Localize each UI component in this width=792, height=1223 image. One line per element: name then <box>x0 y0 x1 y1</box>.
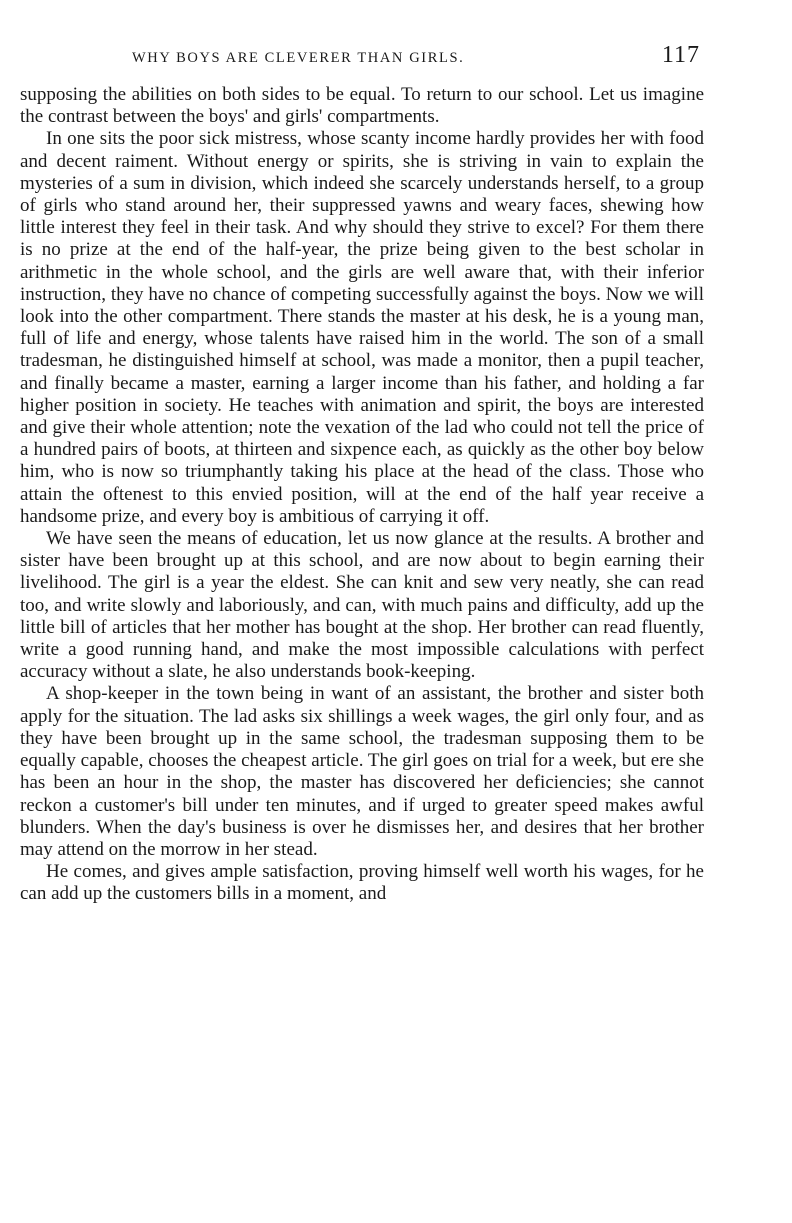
page-number: 117 <box>661 42 700 68</box>
body-text <box>20 84 704 906</box>
book-page <box>20 40 704 906</box>
paragraph-brother: He comes, and gives ample satisfaction, proving himself well worth his wages, for he can add up the customers bills in a moment, and <box>20 861 704 905</box>
paragraph-results: We have seen the means of education, let us now glance at the results. A brother and sister have been brought up at this school, and are now about to begin earning their livelihood. The girl is a year the eldest. She can knit and sew very neatly, she can read too, and write slowly and laboriously, and can, with much pains and difficulty, add up the little bill of articles that her mother has bought at the shop. Her brother can read fluently, write a good running hand, and make the most impossible calculations with perfect accuracy without a slate, he also understands book-keeping. <box>20 528 704 683</box>
paragraph-mistress: In one sits the poor sick mistress, whose scanty income hardly provides her with food and decent raiment. Without energy or spirits, she is striving in vain to explain the mysteries of a sum in division, which indeed she scarcely understands herself, to a group of girls who stand around her, their suppressed yawns and weary faces, shewing how little interest they feel in their task. And why should they strive to excel? For them there is no prize at the end of the half-year, the prize being given to the best scholar in arithmetic in the whole school, and the girls are well aware that, with their inferior instruction, they have no chance of competing successfully against the boys. Now we will look into the other compartment. There stands the master at his desk, he is a young man, full of life and energy, whose talents have raised him in the world. The son of a small tradesman, he distinguished himself at school, was made a monitor, then a pupil teacher, and finally became a master, earning a larger income than his father, and holding a far higher position in society. He teaches with animation and spirit, the boys are interested and give their whole attention; note the vexation of the lad who could not tell the price of a hundred pairs of boots, at thirteen and sixpence each, as quickly as the other boy below him, who is now so triumphantly taking his place at the head of the class. Those who attain the oftenest to this envied position, will at the end of the half year receive a handsome prize, and every boy is ambitious of carrying it off. <box>20 128 704 527</box>
paragraph-continued: supposing the abilities on both sides to be equal. To return to our school. Let us imagine the contrast between the boys' and girls' compartments. <box>20 84 704 128</box>
running-head: WHY BOYS ARE CLEVERER THAN GIRLS. <box>132 50 465 66</box>
page-header <box>20 40 704 84</box>
paragraph-shopkeeper: A shop-keeper in the town being in want of an assistant, the brother and sister both apply for the situation. The lad asks six shillings a week wages, the girl only four, and as they have been brought up in the same school, the tradesman supposing them to be equally capable, chooses the cheapest article. The girl goes on trial for a week, but ere she has been an hour in the shop, the master has discovered her deficiencies; she cannot reckon a customer's bill under ten minutes, and if urged to greater speed makes awful blunders. When the day's business is over he dismisses her, and desires that her brother may attend on the morrow in her stead. <box>20 683 704 860</box>
